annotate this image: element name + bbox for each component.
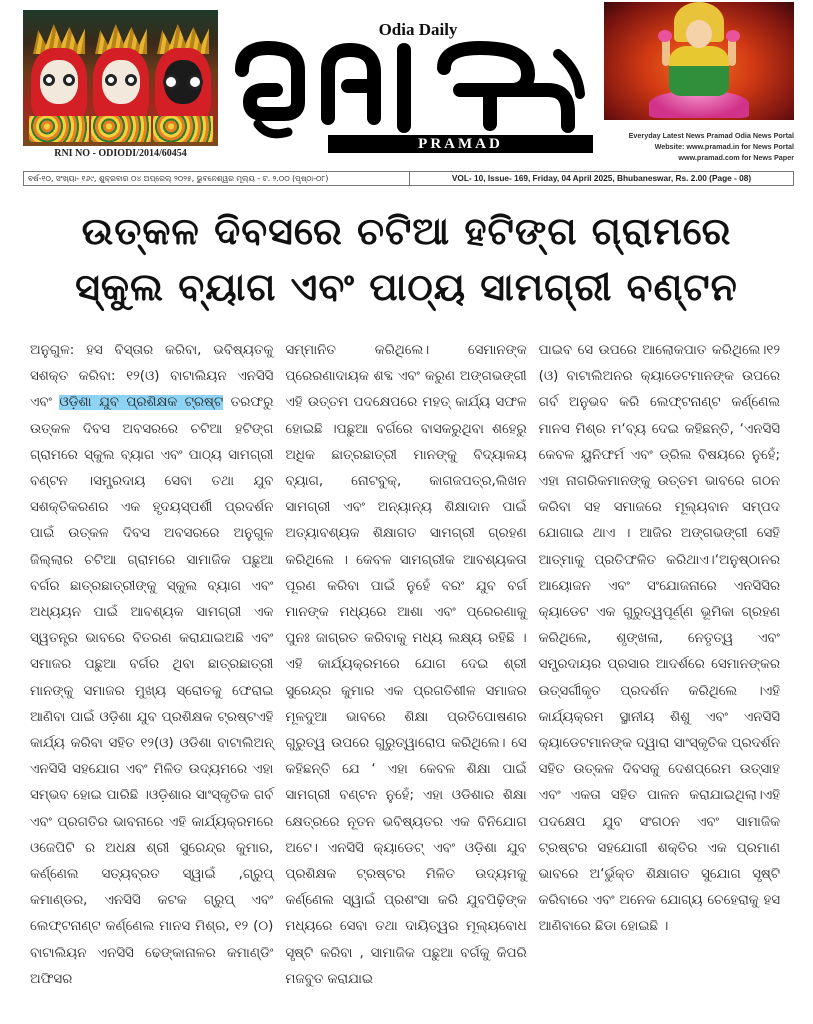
highlighted-text-selection[interactable]: ଓଡ଼ିଶା ଯୁବ ପ୍ରଶିକ୍ଷକ ଟ୍ରଷ୍ଟ [59,395,224,411]
newspaper-brand [228,18,598,153]
dateline-strip [23,171,794,186]
jagannath-trinity-image [23,10,218,146]
dateline-odia: ବର୍ଷ-୧୦, ସଂଖ୍ୟା- ୧୬୯, ଶୁକ୍ରବାର ୦୪ ଅପ୍ରେଲ୍ ୨୦୨୫, ଭୁବନେଶ୍ୱର ମୂଲ୍ୟ - ଟ. ୨.୦୦ (ପୃଷ୍ଠା-୦୮) [24,172,410,185]
article-headline [0,203,813,315]
deity-figure-subhadra [91,24,151,142]
goddess-lakshmi-image [604,2,794,120]
masthead [0,0,813,160]
deity-figure-balabhadra [29,24,89,142]
headline-line-2: ସ୍କୁଲ ବ୍ୟାଗ ଏବଂ ପାଠ୍ୟ ସାମଗ୍ରୀ ବଣ୍ଟନ [75,265,738,309]
portal-line-paper-site[interactable]: www.pramad.com for News Paper [678,153,794,162]
deity-figure-jagannath [153,24,213,142]
portal-line-tagline: Everyday Latest News Pramad Odia News Portal [628,131,794,140]
dateline-english: VOL- 10, Issue- 169, Friday, 04 April 2025, Bhubaneswar, Rs. 2.00 (Page - 08) [451,173,752,183]
pramad-english-banner: PRAMAD [328,135,593,153]
article-column-2: ସମ୍ମାନିତ କରିଥିଲେ। ସେମାନଙ୍କ ପ୍ରେରଣାଦାୟକ ଶବ୍ଦ ଏବଂ କରୁଣ ଅଙ୍ଗଭଙ୍ଗୀ ଏହି ଉତ୍ତମ ପଦକ୍ଷେପରେ ମହତ୍ କାର୍ଯ୍ୟ ସଫଳ ହୋଇଛି ।ପଛୁଆ ବର୍ଗରେ ବାସକରୁଥିବା ଶହେରୁ ଅଧିକ ଛାତ୍ରଛାତ୍ରୀ ମାନଙ୍କୁ ବିଦ୍ୟାଳୟ ବ୍ୟାଗ, ନୋଟବୁକ୍, କାଗଜପତ୍ର,ଲିଖନ ସାମଗ୍ରୀ ଏବଂ ଅନ୍ୟାନ୍ୟ ଶିକ୍ଷାଦାନ ପାଇଁ ଅତ୍ୟାବଶ୍ୟକ ଶିକ୍ଷାଗତ ସାମଗ୍ରୀ ଗ୍ରହଣ କରିଥିଲେ । କେବଳ ସାମଗ୍ରୀକ ଆବଶ୍ୟକତା ପୂରଣ କରିବା ପାଇଁ ନୁହେଁ ବରଂ ଯୁବ ବର୍ଗ ମାନଙ୍କ ମଧ୍ୟରେ ଆଶା ଏବଂ ପ୍ରେରଣାକୁ ପୁନଃ ଜାଗ୍ରତ କରିବାକୁ ମଧ୍ୟ ଲକ୍ଷ୍ୟ ରହିଛି ।ଏହି କାର୍ଯ୍ୟକ୍ରମରେ ଯୋଗ ଦେଇ ଶ୍ରୀ ସୁରେନ୍ଦ୍ର କୁମାର ଏକ ପ୍ରଗତିଶୀଳ ସମାଜର ମୂଳଦୁଆ ଭାବରେ ଶିକ୍ଷା ପ୍ରତିପୋଷଣର ଗୁରୁତ୍ୱ ଉପରେ ଗୁରୁତ୍ୱାରୋପ କରିଥିଲେ। ସେ କହିଛନ୍ତି ଯେ ‘ ଏହା କେବଳ ଶିକ୍ଷା ପାଇଁ ସାମଗ୍ରୀ ବଣ୍ଟନ ନୁହେଁ; ଏହା ଓଡିଶାର ଶିକ୍ଷା କ୍ଷେତ୍ରରେ ନୂତନ ଭବିଷ୍ୟତର ଏକ ବିନିଯୋଗ ଅଟେ। ଏନସିସି କ୍ୟାଡେଟ୍ ଏବଂ ଓଡ଼ିଶା ଯୁବ ପ୍ରଶିକ୍ଷକ ଟ୍ରଷ୍ଟର ମିଳିତ ଉଦ୍ୟମକୁ କର୍ଣ୍ଣେଲ ସ୍ୱାଇଁ ପ୍ରଶଂସା କରି ଯୁବପିଢ଼ିଙ୍କ ମଧ୍ୟରେ ସେବା ତଥା ଦାୟିତ୍ୱର ମୂଲ୍ୟବୋଧ ସୃଷ୍ଟି କରିବା , ସାମାଜିକ ପଛୁଆ ବର୍ଗକୁ କିପରି ମଜବୁତ କରାଯାଇ [285,343,527,987]
article-body [30,338,790,1024]
headline-line-1: ଉତ୍କଳ ଦିବସରେ ଚଟିଆ ହଟିଙ୍ଗ ଗ୍ରାମରେ [81,209,732,253]
pramad-odia-logo [228,40,598,140]
column-1-text-rest: ତରଫରୁ ଉତ୍କଳ ଦିବସ ଅବସରରେ ଚଟିଆ ହଟିଙ୍ଗ ଗ୍ରାମରେ ସ୍କୁଲ ବ୍ୟାଗ ଏବଂ ପାଠ୍ୟ ସାମଗ୍ରୀ ବଣ୍ଟନ ।ସମ୍ପ୍ରଦାୟ ସେବା ତଥା ଯୁବ ସଶକ୍ତିକରଣର ଏକ ହୃଦୟସ୍ପର୍ଶୀ ପ୍ରଦର୍ଶନ ପାଇଁ ଉତ୍କଳ ଦିବସ ଅବସରରେ ଅନୁଗୁଳ ଜିଲ୍ଲାର ଚଟିଆ ଗ୍ରାମରେ ସାମାଜିକ ପଛୁଆ ବର୍ଗର ଛାତ୍ରଛାତ୍ରୀଙ୍କୁ ସ୍କୁଲ ବ୍ୟାଗ ଏବଂ ଅଧ୍ୟୟନ ପାଇଁ ଆବଶ୍ୟକ ସାମଗ୍ରୀ ଏକ ସ୍ୱତନ୍ତ୍ର ଭାବରେ ବିତରଣ କରାଯାଇଅଛି ଏବଂ ସମାଜର ପଛୁଆ ବର୍ଗର ଥିବା ଛାତ୍ରଛାତ୍ରୀ ମାନଙ୍କୁ ସମାଜର ମୁଖ୍ୟ ସ୍ରୋତକୁ ଫେରାଇ ଆଣିବା ପାଇଁ ଓଡ଼ିଶା ଯୁବ ପ୍ରଶିକ୍ଷକ ଟ୍ରଷ୍ଟଏହି କାର୍ଯ୍ୟ କରିବା ସହିତ ୧୨(ଓ) ଓଡିଶା ବାଟାଲିଅନ୍ ଏନସିସି ସହଯୋଗ ଏବଂ ମିଳିତ ଉଦ୍ୟମରେ ଏହା ସମ୍ଭବ ହୋଇ ପାରିଛି ।ଓଡ଼ିଶାର ସାଂସ୍କୃତିକ ଗର୍ବ ଏବଂ ପ୍ରଗତିର ଭାବନାରେ ଏହି କାର୍ଯ୍ୟକ୍ରମରେ ଓଜେପିଟି ର ଅଧକ୍ଷ ଶ୍ରୀ ସୁରେନ୍ଦ୍ର କୁମାର, କର୍ଣ୍ଣେଲ ସତ୍ୟବ୍ରତ ସ୍ୱାଇଁ ,ଗ୍ରୁପ୍ କମାଣ୍ଡର, ଏନସିସି କଟକ ଗ୍ରୁପ୍ ଏବଂ ଲେଫ୍ଟନାଣ୍ଟ କର୍ଣ୍ଣେଲ ମାନସ ମିଶ୍ର, ୧୨ (୦) ବାଟାଲିୟନ ଏନସିସି ଢେଙ୍କାନାଳର କମାଣ୍ଡିଂ ଅଫିସର [30,395,274,987]
tagline-odia-daily: Odia Daily [378,20,458,39]
portal-info [600,130,794,163]
rni-number: RNI NO - ODIODI/2014/60454 [54,148,187,159]
article-column-3: ପାଇବ ସେ ଉପରେ ଆଲୋକପାତ କରିଥିଲେ।୧୨ (ଓ) ବାଟାଲିଅନର କ୍ୟାଡେଟମାନଙ୍କ ଉପରେ ଗର୍ବ ଅନୁଭବ କରି ଲେଫ୍ଟନାଣ୍ଟ କର୍ଣ୍ଣେଲ ମାନସ ମିଶ୍ର ମ‘ବ୍ୟ ଦେଇ କହିଛନ୍ତି, ‘ଏନସିସି କେବଳ ୟୁନିଫର୍ମ ଏବଂ ଡ୍ରିଲ ବିଷୟରେ ନୁହେଁ; ଏହା ନାଗରିକମାନଙ୍କୁ ଉତ୍ତମ ଭାବରେ ଗଠନ କରିବା ସହ ସମାଜରେ ମୂଲ୍ୟବାନ ସମ୍ପଦ ଯୋଗାଇ ଥାଏ । ଆଜିର ଅଙ୍ଗଭଙ୍ଗୀ ସେହି ଆତ୍ମାକୁ ପ୍ରତିଫଳିତ କରିଥାଏ।‘ଅନୁଷ୍ଠାନର ଆୟୋଜନ ଏବଂ ସଂଯୋଜନାରେ ଏନସିସିର କ୍ୟାଡେଟ ଏକ ଗୁରୁତ୍ୱପୂର୍ଣ୍ଣ ଭୂମିକା ଗ୍ରହଣ କରିଥିଲେ, ଶୃଙ୍ଖଳା, ନେତୃତ୍ୱ ଏବଂ ସମ୍ପ୍ରଦାୟର ପ୍ରସାର ଆଦର୍ଶରେ ସେମାନଙ୍କର ଉତ୍ସର୍ଗୀକୃତ ପ୍ରଦର୍ଶନ କରିଥିଲେ ।ଏହି କାର୍ଯ୍ୟକ୍ରମ ସ୍ଥାନୀୟ ଶିଶୁ ଏବଂ ଏନସିସି କ୍ୟାଡେଟମାନଙ୍କ ଦ୍ୱାରା ସାଂସ୍କୃତିକ ପ୍ରଦର୍ଶନ ସହିତ ଉତ୍କଳ ଦିବସକୁ ଦେଶପ୍ରେମ ଉତ୍ସାହ ଏବଂ ଏକତା ସହିତ ପାଳନ କରାଯାଇଥିଲା।ଏହି ପଦକ୍ଷେପ ଯୁବ ସଂଗଠନ ଏବଂ ସାମାଜିକ ଟ୍ରଷ୍ଟର ସହଯୋଗୀ ଶକ୍ତିର ଏକ ପ୍ରମାଣ ଭାବରେ ଅ‘ର୍ଭୁକ୍ତ ଶିକ୍ଷାଗତ ସୁଯୋଗ ସୃଷ୍ଟି କରିବାରେ ଏବଂ ଅନେକ ଯୋଗ୍ୟ ଚେହେରାକୁ ହସ ଆଣିବାରେ ଛିଡା ହୋଇଛି । [538,343,780,935]
portal-line-website[interactable]: Website: www.pramad.in for News Portal [654,142,794,151]
article-column-1 [30,338,283,1024]
column-1-text-start: ଅନୁଗୁଳ: ହସ ବିସ୍ତାର କରିବା, ଭବିଷ୍ୟତକୁ ସଶକ୍ତ କରିବା: ୧୨(ଓ) ବାଟାଲିୟନ ଏନସିସି ଏବଂ [30,343,274,411]
